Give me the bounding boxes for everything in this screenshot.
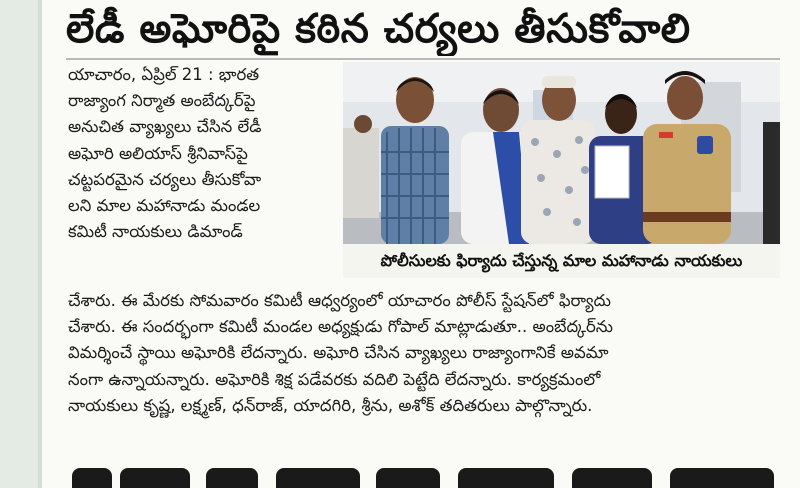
column-line: కమిటీ నాయకులు డిమాండ్ xyxy=(68,222,243,242)
body-line: నాయకులు కృష్ణ, లక్ష్మణ్, ధన్‌రాజ్, యాదగిరి, శ్రీను, అశోక్ తదితరులు పాల్గొన్నారు. xyxy=(68,395,593,415)
column-line: అనుచిత వ్యాఖ్యలు చేసిన లేడీ xyxy=(68,117,262,137)
cutoff-glyph xyxy=(72,468,112,488)
news-photo xyxy=(343,62,780,244)
left-margin-strip xyxy=(0,0,42,488)
column-line: అఘోరి అలియాస్ శ్రీనివాస్‌పై xyxy=(68,143,248,163)
body-line: చేశారు. ఈ మేరకు సోమవారం కమిటీ ఆధ్వర్యంలో యాచారం పోలీస్ స్టేషన్‌లో ఫిర్యాదు xyxy=(68,291,611,310)
headline-divider xyxy=(66,58,780,60)
photo-caption: పోలీసులకు ఫిర్యాదు చేస్తున్న మాల మహానాడు నాయకులు xyxy=(343,244,780,278)
next-headline-cutoff xyxy=(66,460,786,488)
column-line: రాజ్యాంగ నిర్మాత అంబేద్కర్‌పై xyxy=(68,91,256,111)
cutoff-glyph xyxy=(458,468,554,488)
column-text xyxy=(68,62,340,245)
cutoff-glyph xyxy=(206,468,258,488)
cutoff-glyph xyxy=(376,468,440,488)
cutoff-glyph xyxy=(120,468,190,488)
news-photo-illustration xyxy=(343,62,780,244)
cutoff-glyph xyxy=(670,468,774,488)
column-line: లని మాల మహానాడు మండల xyxy=(68,195,261,215)
margin-rule xyxy=(38,0,42,488)
body-line: విమర్శించే స్థాయి అఘోరికి లేదన్నారు. అఘోరి చేసిన వ్యాఖ్యలు రాజ్యాంగానికే అవమా xyxy=(68,343,609,363)
column-line: చట్టపరమైన చర్యలు తీసుకోవా xyxy=(68,169,262,189)
cutoff-glyph xyxy=(276,468,360,488)
cutoff-glyph xyxy=(572,468,652,488)
column-line: యాచారం, ఏప్రిల్ 21 : భారత xyxy=(68,65,260,84)
body-line: చేశారు. ఈ సందర్భంగా కమిటీ మండల అధ్యక్షుడు గోపాల్ మాట్లాడుతూ.. అంబేద్కర్‌ను xyxy=(68,317,614,337)
article-body xyxy=(68,288,784,419)
article-headline: లేడీ అఘోరిపై కఠిన చర్యలు తీసుకోవాలి xyxy=(66,6,691,52)
body-line: నంగా ఉన్నాయన్నారు. అఘోరికి శిక్ష పడేవరకు వదిలి పెట్టేది లేదన్నారు. కార్యక్రమంలో xyxy=(68,369,601,389)
